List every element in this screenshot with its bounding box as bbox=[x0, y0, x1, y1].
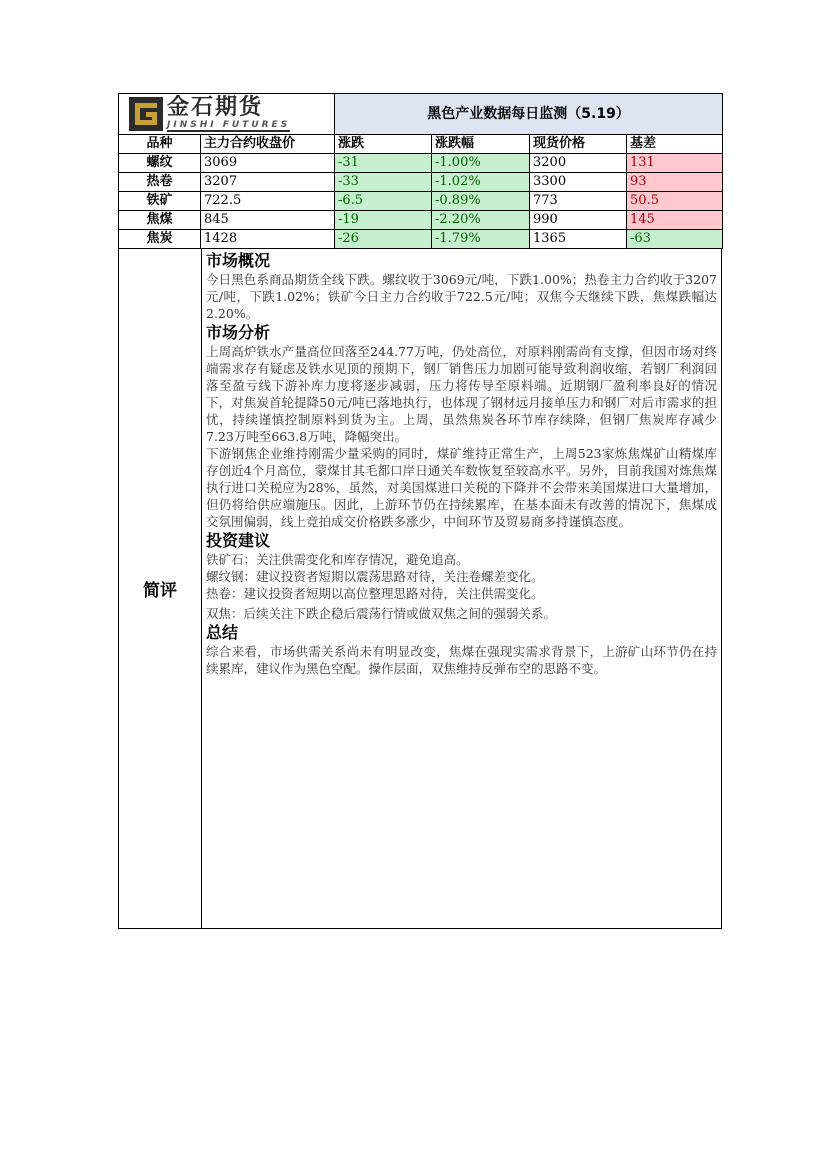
close-price: 3069 bbox=[201, 154, 335, 173]
variety-name: 热卷 bbox=[119, 173, 201, 192]
table-row bbox=[119, 154, 723, 173]
basis-value: 145 bbox=[627, 211, 723, 230]
report-title: 黑色产业数据每日监测（5.19） bbox=[335, 94, 723, 135]
close-price: 1428 bbox=[201, 230, 335, 249]
table-header-row bbox=[119, 135, 723, 154]
advice-rebar: 螺纹钢：建议投资者短期以震荡思路对待，关注卷螺差变化。 bbox=[206, 569, 544, 584]
market-analysis-text-1: 上周高炉铁水产量高位回落至244.77万吨，仍处高位，对原料刚需尚有支撑，但因市场对终端需求存有疑虑及铁水见顶的预期下，钢厂销售压力加剧可能导致利润收缩，若钢厂利润回落至盈亏线下游补库力度将逐步减弱，压力将传导至原料端。近期钢厂盈利率良好的情况下，对焦炭首轮提降50元/吨已落地执行，也体现了钢材远月接单压力和钢厂对后市需求的担忧，持续谨慎控制原料到货为主。上周，虽然焦炭各环节库存续降，但钢厂焦炭库存减少7.23万吨至663.8万吨，降幅突出。 bbox=[206, 344, 717, 444]
section-title-investment-advice: 投资建议 bbox=[206, 531, 271, 550]
logo-cell bbox=[119, 94, 335, 135]
spot-price: 1365 bbox=[530, 230, 627, 249]
variety-name: 焦煤 bbox=[119, 211, 201, 230]
section-title-summary: 总结 bbox=[206, 623, 239, 642]
table-row bbox=[119, 211, 723, 230]
table-row bbox=[119, 192, 723, 211]
table-row bbox=[119, 230, 723, 249]
change-pct: -0.89% bbox=[432, 192, 530, 211]
col-header-variety: 品种 bbox=[119, 135, 201, 154]
variety-name: 螺纹 bbox=[119, 154, 201, 173]
change-value: -31 bbox=[335, 154, 432, 173]
advice-iron-ore: 铁矿石：关注供需变化和库存情况，避免追高。 bbox=[206, 552, 469, 567]
section-title-market-analysis: 市场分析 bbox=[206, 323, 271, 342]
basis-value: -63 bbox=[627, 230, 723, 249]
close-price: 845 bbox=[201, 211, 335, 230]
spot-price: 773 bbox=[530, 192, 627, 211]
basis-value: 50.5 bbox=[627, 192, 723, 211]
close-price: 722.5 bbox=[201, 192, 335, 211]
price-table bbox=[118, 93, 723, 249]
comment-section bbox=[118, 249, 722, 929]
col-header-pct: 涨跌幅 bbox=[432, 135, 530, 154]
table-row bbox=[119, 173, 723, 192]
spot-price: 990 bbox=[530, 211, 627, 230]
spot-price: 3200 bbox=[530, 154, 627, 173]
advice-coke-coal: 双焦：后续关注下跌企稳后震荡行情或做双焦之间的强弱关系。 bbox=[206, 606, 557, 621]
change-value: -33 bbox=[335, 173, 432, 192]
change-pct: -1.02% bbox=[432, 173, 530, 192]
logo-mark-icon bbox=[129, 97, 163, 131]
variety-name: 焦炭 bbox=[119, 230, 201, 249]
change-value: -6.5 bbox=[335, 192, 432, 211]
advice-hot-coil: 热卷：建议投资者短期以高位整理思路对待，关注供需变化。 bbox=[206, 586, 544, 601]
close-price: 3207 bbox=[201, 173, 335, 192]
comment-label: 简评 bbox=[119, 249, 202, 928]
company-logo bbox=[119, 94, 334, 134]
comment-body bbox=[202, 249, 721, 928]
change-pct: -2.20% bbox=[432, 211, 530, 230]
change-pct: -1.00% bbox=[432, 154, 530, 173]
basis-value: 93 bbox=[627, 173, 723, 192]
logo-name-cn: 金石期货 bbox=[167, 95, 264, 120]
col-header-change: 涨跌 bbox=[335, 135, 432, 154]
summary-text: 综合来看，市场供需关系尚未有明显改变，焦煤在强现实需求背景下，上游矿山环节仍在持续累库，建议作为黑色空配。操作层面，双焦维持反弹布空的思路不变。 bbox=[206, 644, 717, 676]
report-sheet bbox=[118, 93, 722, 929]
spot-price: 3300 bbox=[530, 173, 627, 192]
change-value: -19 bbox=[335, 211, 432, 230]
section-title-market-overview: 市场概况 bbox=[206, 251, 271, 270]
change-value: -26 bbox=[335, 230, 432, 249]
market-analysis-text-2: 下游钢焦企业维持刚需少量采购的同时，煤矿维持正常生产，上周523家炼焦煤矿山精煤库存创近4个月高位，蒙煤甘其毛都口岸日通关车数恢复至较高水平。另外，目前我国对炼焦煤执行进口关税应为28%，虽然，对美国煤进口关税的下降并不会带来美国煤进口大量增加，但仍将给供应端施压。因此，上游环节仍在持续累库，在基本面未有改善的情况下，焦煤成交氛围偏弱，线上竞拍成交价格跌多涨少，中间环节及贸易商多持谨慎态度。 bbox=[206, 446, 717, 529]
col-header-close: 主力合约收盘价 bbox=[201, 135, 335, 154]
variety-name: 铁矿 bbox=[119, 192, 201, 211]
col-header-spot: 现货价格 bbox=[530, 135, 627, 154]
basis-value: 131 bbox=[627, 154, 723, 173]
market-overview-text: 今日黑色系商品期货全线下跌。螺纹收于3069元/吨，下跌1.00%；热卷主力合约收于3207元/吨，下跌1.02%；铁矿今日主力合约收于722.5元/吨；双焦今天继续下跌，焦煤跌幅达2.20%。 bbox=[206, 272, 717, 321]
col-header-basis: 基差 bbox=[627, 135, 723, 154]
logo-name-en: JINSHI FUTURES bbox=[167, 120, 291, 130]
change-pct: -1.79% bbox=[432, 230, 530, 249]
